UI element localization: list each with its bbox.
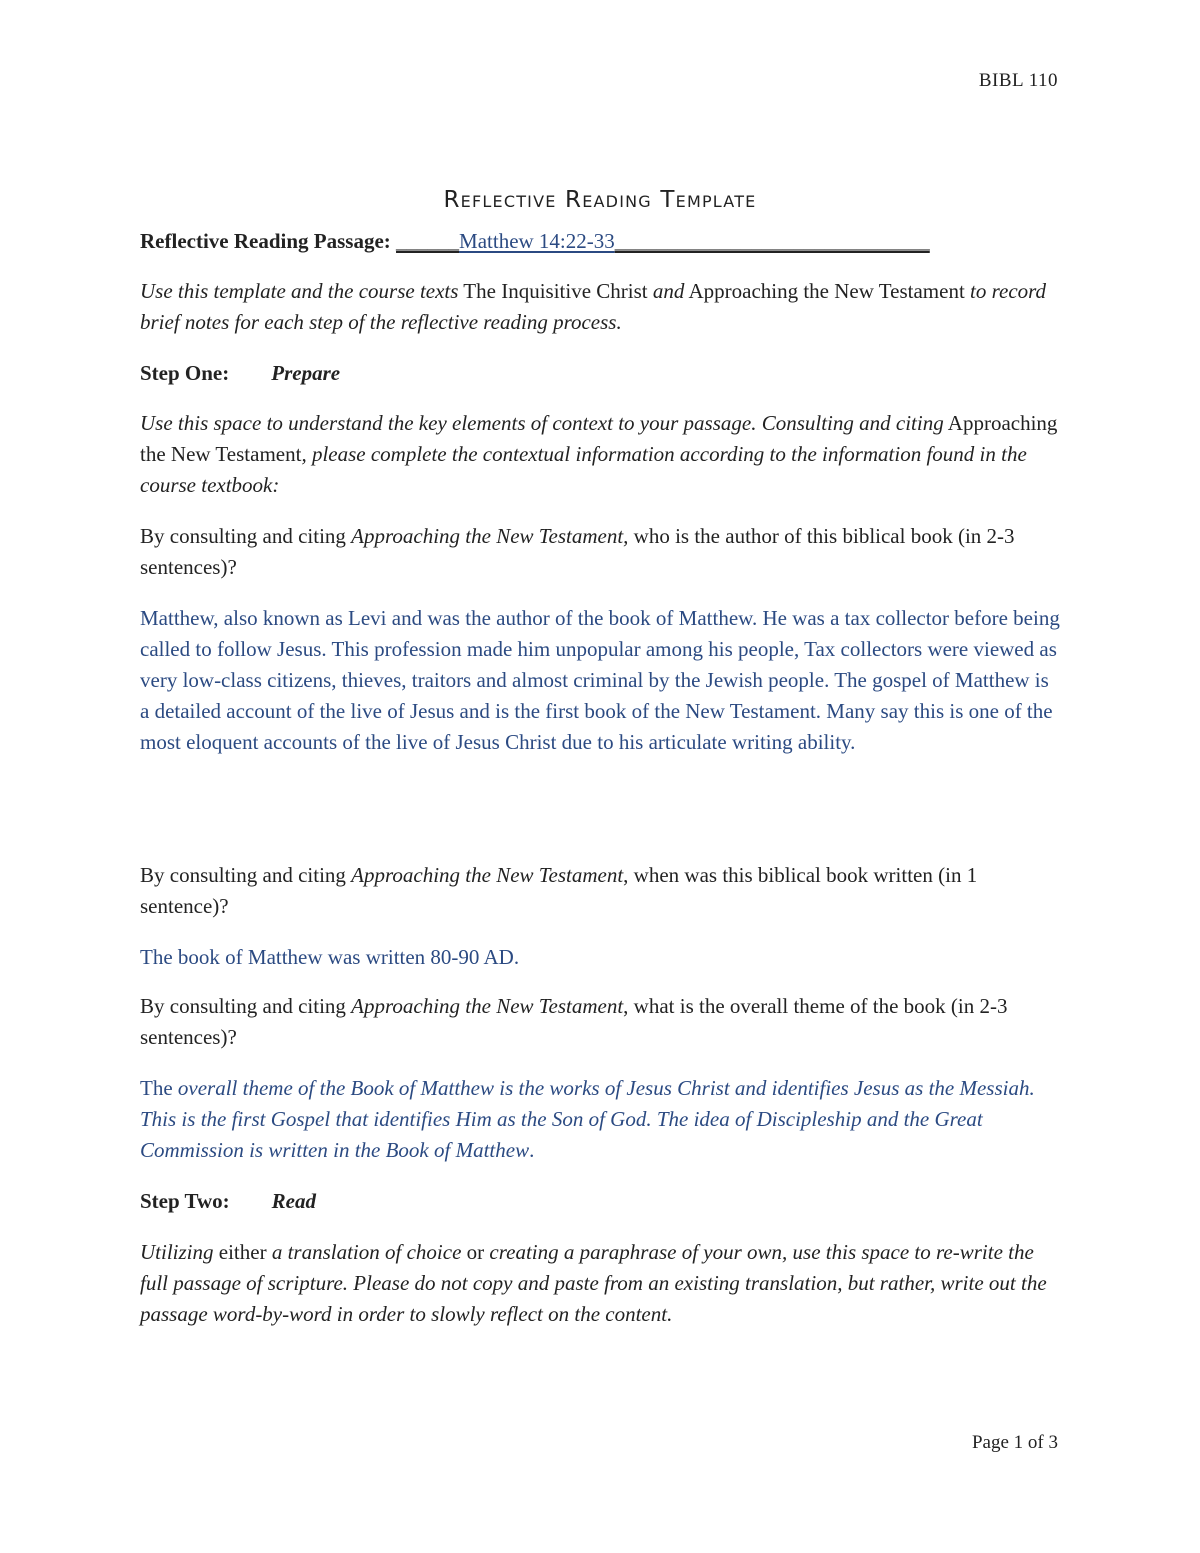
a3-end: .	[529, 1138, 535, 1162]
answer-author: Matthew, also known as Levi and was the author of the book of Matthew. He was a tax collector before being called to follow Jesus. This profession made him unpopular among his people, Tax collectors were viewed as very low-class citizens, thieves, traitors and almost criminal by the Jewish people. The gospel of Matthew is a detailed account of the live of Jesus and is the first book of the New Testament. Many say this is one of the most eloquent accounts of the live of Jesus Christ due to his articulate writing ability.	[140, 606, 1060, 754]
passage-trail-blank: ______________________________	[614, 229, 930, 253]
step-two-instr-3: a translation of choice	[271, 1240, 462, 1264]
passage-lead-blank: ______	[396, 229, 460, 253]
q2-text-2: , when was this biblical book written (in 1 sentence)?	[140, 863, 978, 918]
answer-date: The book of Matthew was written 80-90 AD.	[140, 945, 520, 969]
step-two-instructions	[140, 1237, 1060, 1330]
intro-text-1: Use this template and the course texts	[140, 279, 459, 303]
q1-text-2: who is the author of this biblical book (in 2-3 sentences)?	[140, 524, 1015, 579]
q2-book: Approaching the New Testament	[351, 863, 624, 887]
step-two-name: Read	[271, 1189, 316, 1213]
step-one-instr-2: , please complete the contextual information according to the information found in the course textbook:	[140, 442, 1027, 497]
intro-book-1: The Inquisitive Christ	[458, 279, 653, 303]
step-two-instr-2: either	[213, 1240, 272, 1264]
q1-text-1: By consulting and citing	[140, 524, 352, 548]
intro-paragraph	[140, 276, 1060, 338]
intro-text-3: to record brief notes for each step of the reflective reading process.	[140, 279, 1047, 334]
step-one-instructions	[140, 408, 1060, 501]
question-date	[140, 860, 1060, 922]
a3-lead: The	[140, 1076, 173, 1100]
step-one-name: Prepare	[271, 361, 341, 385]
q3-book: Approaching the New Testament	[351, 994, 624, 1018]
q2-text-1: By consulting and citing	[140, 863, 352, 887]
q3-text-1: By consulting and citing	[140, 994, 352, 1018]
course-code-header: BIBL 110	[978, 70, 1058, 91]
intro-book-2: Approaching the New Testament	[684, 279, 971, 303]
step-one-instr-1: Use this space to understand the key elements of context to your passage. Consulting and citing	[140, 411, 944, 435]
passage-value: Matthew 14:22-33	[459, 229, 615, 253]
step-one-label: Step One:	[140, 361, 230, 385]
page-number-footer: Page 1 of 3	[971, 1432, 1058, 1453]
question-author	[140, 521, 1060, 583]
q1-book: Approaching the New Testament,	[351, 524, 629, 548]
passage-line	[140, 226, 1060, 257]
step-one-heading	[140, 358, 1060, 389]
a3-rest: overall theme of the Book of Matthew is the works of Jesus Christ and identifies Jesus as the Messiah. This is the first Gospel that identifies Him as the Son of God. The idea of Discipleship and the Great Commission is written in the Book of Matthew	[140, 1076, 1035, 1162]
intro-text-2: and	[652, 279, 685, 303]
step-two-instr-4: or	[461, 1240, 490, 1264]
step-two-label: Step Two:	[140, 1189, 230, 1213]
q3-text-2: , what is the overall theme of the book (in 2-3 sentences)?	[140, 994, 1008, 1049]
passage-label: Reflective Reading Passage:	[140, 229, 391, 253]
step-two-heading	[140, 1186, 1060, 1217]
step-one-instr-book: Approaching the New Testament	[140, 411, 1058, 466]
step-two-instr-1: Utilizing	[140, 1240, 214, 1264]
answer-theme	[140, 1073, 1060, 1166]
question-theme	[140, 991, 1060, 1053]
document-title: Reflective Reading Template	[443, 187, 757, 214]
step-two-instr-5: creating a paraphrase of your own, use this space to re-write the full passage of scripture. Please do not copy and paste from an existing translation, but rather, write out the passage word-by-word in order to slowly reflect on the content.	[140, 1240, 1047, 1326]
